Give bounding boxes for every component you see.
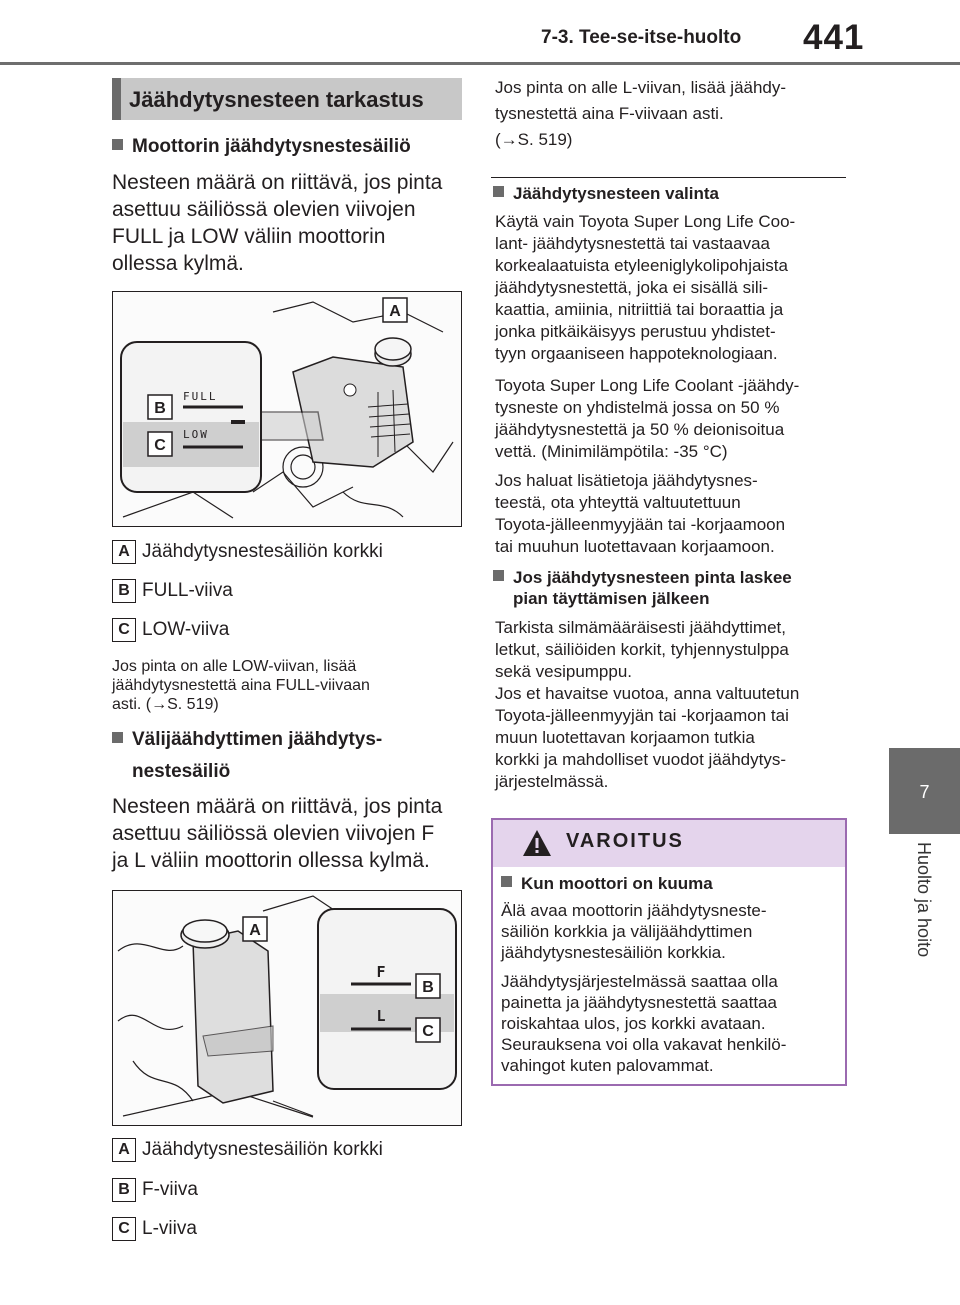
legend-key: B <box>112 1178 136 1202</box>
warning-content <box>501 874 841 1084</box>
text-line: jäähdytysnestesäiliön korkkia. <box>501 943 726 962</box>
warning-subheading <box>501 874 841 894</box>
text-line: Jäähdytysjärjestelmässä saattaa olla <box>501 972 778 991</box>
subheading-engine-reservoir <box>112 136 411 158</box>
text-line: tysnestettä aina F-viivaan asti. <box>495 104 724 123</box>
text-line: jäähdytysnestettä aina FULL-viivaan <box>112 677 370 694</box>
legend-item-a <box>112 1138 383 1162</box>
legend-item-c <box>112 618 229 642</box>
text-line: asti. (→S. 519) <box>112 696 219 713</box>
legend-text: FULL-viiva <box>142 580 233 601</box>
legend-item-b <box>112 1178 198 1202</box>
subheading-text: Kun moottori on kuuma <box>521 874 713 893</box>
text-line: Toyota-jälleenmyyjään tai -korjaamoon <box>495 515 786 534</box>
callout-c: C <box>154 437 166 454</box>
text-line: vettä. (Minimilämpötila: -35 °C) <box>495 442 728 461</box>
warning-paragraph <box>501 900 841 963</box>
paragraph-l-line <box>495 75 786 153</box>
warning-title: VAROITUS <box>566 830 684 852</box>
legend-key: A <box>112 1138 136 1162</box>
subheading-coolant-selection <box>493 184 719 204</box>
text-line: järjestelmässä. <box>495 772 609 791</box>
chapter-tab <box>889 748 960 834</box>
text-line: asettuu säiliössä olevien viivojen <box>112 198 416 221</box>
warning-triangle-icon <box>521 828 553 858</box>
legend-key: B <box>112 579 136 603</box>
text-line: Jos et havaitse vuotoa, anna valtuutetun <box>495 684 800 703</box>
subheading-text: Jäähdytysnesteen valinta <box>513 184 719 203</box>
section-title: Jäähdytysnesteen tarkastus <box>112 78 462 120</box>
subheading-text: Jos jäähdytysnesteen pinta laskee <box>513 568 792 587</box>
text-line: tysneste on yhdistelmä jossa on 50 % <box>495 398 780 417</box>
text-line: vahingot kuten palovammat. <box>501 1056 714 1075</box>
chapter-label: Huolto ja hoito <box>914 842 934 958</box>
legend-key: A <box>112 540 136 564</box>
text-line: jonka pitkäikäisyys perustuu yhdistet- <box>495 322 776 341</box>
text-line: korkealaatuista etyleeniglykolipohjaista <box>495 256 788 275</box>
subheading-text: Moottorin jäähdytysnestesäiliö <box>132 136 411 157</box>
callout-b: B <box>422 979 434 996</box>
text-line: jäähdytysnestettä ja 50 % deionisoitua <box>495 420 785 439</box>
chapter-number: 7 <box>919 782 930 802</box>
text-line: teestä, ota yhteyttä valtuutettuun <box>495 493 741 512</box>
warning-paragraph <box>501 971 841 1076</box>
text-line: säiliön korkkia ja välijäähdyttimen <box>501 922 753 941</box>
section-header: 7-3. Tee-se-itse-huolto <box>541 27 742 48</box>
paragraph-coolant-mix <box>495 375 799 463</box>
legend-text: LOW-viiva <box>142 619 230 640</box>
text-line: Tarkista silmämääräisesti jäähdyttimet, <box>495 618 786 637</box>
subheading-intercooler-reservoir-cont: nestesäiliö <box>132 761 231 782</box>
text-line: tai muuhun luotettavaan korjaamoon. <box>495 537 775 556</box>
callout-a: A <box>249 922 261 939</box>
bullet-square-icon <box>501 876 512 887</box>
bullet-square-icon <box>112 139 123 150</box>
paragraph-level-drops <box>495 617 799 793</box>
subheading-level-drops-cont: pian täyttämisen jälkeen <box>513 589 710 608</box>
legend-text: F-viiva <box>142 1179 198 1200</box>
legend-item-b <box>112 579 233 603</box>
paragraph-coolant-type <box>495 211 795 365</box>
text-line: lant- jäähdytysnestettä tai vastaavaa <box>495 234 770 253</box>
callout-b: B <box>154 400 166 417</box>
callout-a: A <box>389 303 401 320</box>
paragraph-engine-reservoir <box>112 169 442 277</box>
legend-text: Jäähdytysnestesäiliön korkki <box>142 1139 383 1160</box>
text-line: roiskahtaa ulos, jos korkki avataan. <box>501 1014 766 1033</box>
legend-key: C <box>112 1217 136 1241</box>
note-low-line <box>112 657 370 714</box>
header-divider <box>0 62 960 65</box>
text-line: Älä avaa moottorin jäähdytysneste- <box>501 901 767 920</box>
subheading-level-drops <box>493 567 792 588</box>
f-line-label: F <box>376 963 386 981</box>
divider <box>491 177 846 178</box>
text-line: painetta ja jäähdytysnestettä saattaa <box>501 993 777 1012</box>
intercooler-reservoir-illustration <box>112 890 462 1126</box>
text-line: ollessa kylmä. <box>112 252 244 275</box>
text-line: Toyota-jälleenmyyjän tai -korjaamon tai <box>495 706 789 725</box>
text-line: FULL ja LOW väliin moottorin <box>112 225 386 248</box>
text-line: letkut, säiliöiden korkit, tyhjennystulppa <box>495 640 789 659</box>
text-line: Toyota Super Long Life Coolant -jäähdy- <box>495 376 800 395</box>
legend-item-c <box>112 1217 197 1241</box>
text-line: korkki ja mahdolliset vuodot jäähdytys- <box>495 750 787 769</box>
text-line: Jos haluat lisätietoja jäähdytysnes- <box>495 471 758 490</box>
legend-text: L-viiva <box>142 1218 197 1239</box>
page-number: 441 <box>803 18 865 57</box>
text-line: Seurauksena voi olla vakavat henkilö- <box>501 1035 787 1054</box>
callout-c: C <box>422 1023 434 1040</box>
paragraph-coolant-info <box>495 470 785 558</box>
warning-box <box>491 818 847 1086</box>
text-line: Jos pinta on alle L-viivan, lisää jäähdy- <box>495 78 787 97</box>
text-line: (→S. 519) <box>495 130 573 149</box>
text-line: Jos pinta on alle LOW-viivan, lisää <box>112 658 357 675</box>
text-line: kaattia, amiinia, nitriittiä tai boraattia ja <box>495 300 784 319</box>
text-line: muun luotettavan korjaamon tutkia <box>495 728 755 747</box>
legend-key: C <box>112 618 136 642</box>
text-line: Nesteen määrä on riittävä, jos pinta <box>112 795 443 818</box>
paragraph-intercooler-reservoir <box>112 793 442 874</box>
legend-item-a <box>112 540 383 564</box>
subheading-text: Välijäähdyttimen jäähdytys- <box>132 729 383 750</box>
text-line: sekä vesipumppu. <box>495 662 633 681</box>
text-line: tyyn orgaaniseen happoteknologiaan. <box>495 344 778 363</box>
text-line: jäähdytysnestettä, joka ei sisällä sili- <box>495 278 769 297</box>
warning-header <box>493 820 845 867</box>
low-line-label: LOW <box>183 428 209 441</box>
text-line: asettuu säiliössä olevien viivojen F <box>112 822 435 845</box>
legend-text: Jäähdytysnestesäiliön korkki <box>142 541 383 562</box>
engine-reservoir-illustration <box>112 291 462 527</box>
full-line-label: FULL <box>183 390 218 403</box>
text-line: Nesteen määrä on riittävä, jos pinta <box>112 171 443 194</box>
bullet-square-icon <box>493 186 504 197</box>
bullet-square-icon <box>493 570 504 581</box>
l-line-label: L <box>376 1007 386 1025</box>
text-line: ja L väliin moottorin ollessa kylmä. <box>112 849 430 872</box>
bullet-square-icon <box>112 732 123 743</box>
text-line: Käytä vain Toyota Super Long Life Coo- <box>495 212 796 231</box>
subheading-intercooler-reservoir <box>112 729 382 751</box>
